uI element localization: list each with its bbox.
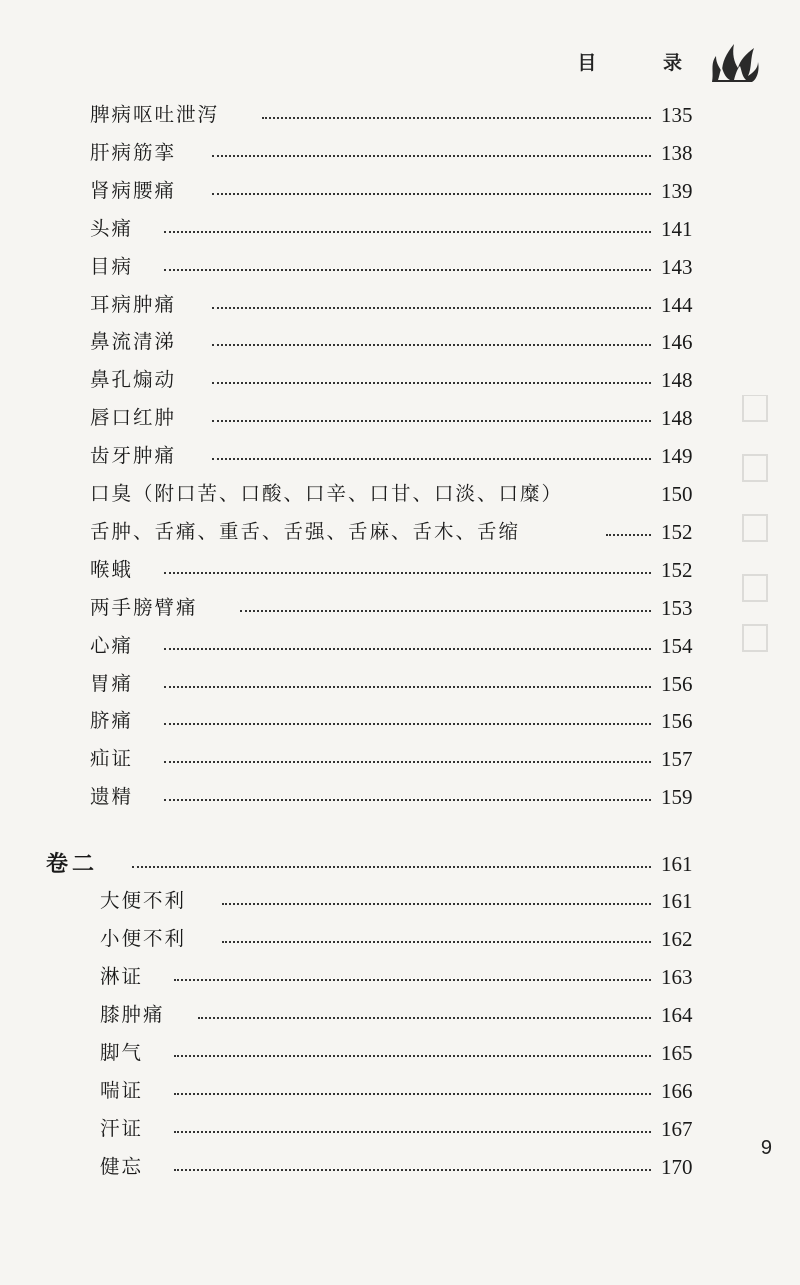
toc-row[interactable] <box>0 920 800 958</box>
toc-row[interactable] <box>0 134 800 172</box>
toc-page-number: 165 <box>661 1041 693 1066</box>
dot-leader <box>164 799 651 801</box>
header-title: 目 录 <box>577 51 712 74</box>
toc-row[interactable] <box>0 286 800 324</box>
toc-page-number: 139 <box>661 178 693 203</box>
dot-leader <box>212 420 651 422</box>
toc-entry-title: 鼻孔煽动 <box>90 368 177 392</box>
toc-entry-title: 健忘 <box>100 1154 144 1178</box>
toc-row[interactable] <box>0 323 800 361</box>
toc-row[interactable] <box>0 96 800 134</box>
toc-entry-title: 淋证 <box>100 965 144 989</box>
toc-page-number: 152 <box>661 557 693 582</box>
toc-entry-title: 齿牙肿痛 <box>90 444 177 468</box>
toc-entry-title: 汗证 <box>100 1116 144 1140</box>
toc-row[interactable] <box>0 1148 800 1186</box>
toc-page-number: 163 <box>661 965 693 990</box>
toc-row[interactable] <box>0 248 800 286</box>
toc-entry-title: 脐痛 <box>90 709 134 733</box>
toc-entry-title: 两手膀臂痛 <box>90 595 198 619</box>
page-number: 9 <box>760 1137 772 1159</box>
dot-leader <box>174 1055 651 1057</box>
dot-leader <box>222 941 651 943</box>
dot-leader <box>164 269 651 271</box>
toc-entry-title: 小便不利 <box>100 927 187 951</box>
toc-entry-title: 鼻流清涕 <box>90 330 177 354</box>
dot-leader <box>212 155 651 157</box>
dot-leader <box>212 458 651 460</box>
toc-row[interactable] <box>0 958 800 996</box>
toc-row[interactable] <box>0 996 800 1034</box>
toc-row[interactable] <box>0 551 800 589</box>
toc-row[interactable] <box>0 882 800 920</box>
flame-icon <box>708 38 760 84</box>
page-header <box>577 38 760 84</box>
toc-page-number: 167 <box>661 1116 693 1141</box>
toc-entry-title: 遗精 <box>90 785 134 809</box>
toc-page-number: 150 <box>661 482 693 506</box>
toc-page-number: 148 <box>661 406 693 431</box>
dot-leader <box>174 1131 651 1133</box>
dot-leader <box>164 231 651 233</box>
toc-entry-title: 耳病肿痛 <box>90 292 177 316</box>
toc-entry-title: 脚气 <box>100 1041 144 1065</box>
dot-leader <box>198 1017 651 1019</box>
dot-leader <box>174 1093 651 1095</box>
toc-entry-title: 胃痛 <box>90 671 134 695</box>
dot-leader <box>164 686 651 688</box>
toc-row[interactable] <box>0 361 800 399</box>
toc-page-number: 141 <box>661 216 693 241</box>
toc-row[interactable] <box>0 399 800 437</box>
toc-entry-title: 唇口红肿 <box>90 406 177 430</box>
dot-leader <box>174 979 651 981</box>
toc-entry-title: 肝病筋挛 <box>90 140 177 164</box>
dot-leader <box>164 572 651 574</box>
toc-entry-title: 头痛 <box>90 216 134 240</box>
toc-page-number: 156 <box>661 709 693 734</box>
toc-entry-title: 口臭（附口苦、口酸、口辛、口甘、口淡、口糜） <box>90 482 564 505</box>
toc-row[interactable] <box>0 740 800 778</box>
toc-entry-title: 喉蛾 <box>90 557 134 581</box>
toc-entry-title: 目病 <box>90 254 134 278</box>
toc-entry-title: 舌肿、舌痛、重舌、舌强、舌麻、舌木、舌缩 <box>90 519 521 543</box>
toc-row[interactable] <box>0 172 800 210</box>
toc-row[interactable] <box>0 1110 800 1148</box>
toc-entry-title: 脾病呕吐泄泻 <box>90 103 220 126</box>
toc-row[interactable] <box>0 437 800 475</box>
dot-leader <box>164 648 651 650</box>
toc-page-number: 162 <box>661 927 693 952</box>
toc-page-number: 159 <box>661 785 693 810</box>
toc-row[interactable] <box>0 665 800 703</box>
toc-row[interactable] <box>0 475 800 513</box>
toc-page-number: 135 <box>661 103 693 127</box>
toc-entry-title: 卷二 <box>46 850 99 877</box>
dot-leader <box>164 723 651 725</box>
toc-entry-title: 肾病腰痛 <box>90 178 177 202</box>
dot-leader <box>132 866 651 868</box>
toc-page-number: 161 <box>661 851 693 876</box>
dot-leader <box>212 307 651 309</box>
toc-row[interactable] <box>0 627 800 665</box>
toc-page-number: 144 <box>661 292 693 317</box>
toc-row[interactable] <box>0 1034 800 1072</box>
toc-row[interactable] <box>0 513 800 551</box>
toc-entry-title: 喘证 <box>100 1078 144 1102</box>
toc-page-number: 166 <box>661 1078 693 1103</box>
toc-page-number: 143 <box>661 254 693 279</box>
dot-leader <box>174 1169 651 1171</box>
toc-page-number: 148 <box>661 368 693 393</box>
toc-row[interactable] <box>0 589 800 627</box>
toc-row[interactable] <box>0 210 800 248</box>
toc-page-number: 170 <box>661 1154 693 1179</box>
toc-row[interactable] <box>0 1072 800 1110</box>
toc-page-number: 161 <box>661 889 693 914</box>
toc-entry-title: 疝证 <box>90 747 134 771</box>
toc-page-number: 149 <box>661 444 693 469</box>
dot-leader <box>212 382 651 384</box>
dot-leader <box>164 761 651 763</box>
dot-leader <box>212 193 651 195</box>
dot-leader <box>240 610 651 612</box>
dot-leader <box>212 344 651 346</box>
toc-page-number: 138 <box>661 140 693 165</box>
toc-entry-title: 大便不利 <box>100 889 187 913</box>
dot-leader <box>222 903 651 905</box>
dot-leader <box>606 534 651 536</box>
toc-section-row[interactable] <box>0 845 800 883</box>
toc-row[interactable] <box>0 778 800 816</box>
toc-page-number: 156 <box>661 671 693 696</box>
toc-page-number: 154 <box>661 633 693 658</box>
toc-row[interactable] <box>0 702 800 740</box>
toc-page-number: 164 <box>661 1003 693 1028</box>
toc-entry-title: 心痛 <box>90 633 134 657</box>
toc-page-number: 152 <box>661 519 693 544</box>
dot-leader <box>262 117 651 119</box>
toc-entry-title: 膝肿痛 <box>100 1003 165 1027</box>
toc-page-number: 146 <box>661 330 693 355</box>
toc-page-number: 153 <box>661 595 693 620</box>
toc-page-number: 157 <box>661 747 693 772</box>
